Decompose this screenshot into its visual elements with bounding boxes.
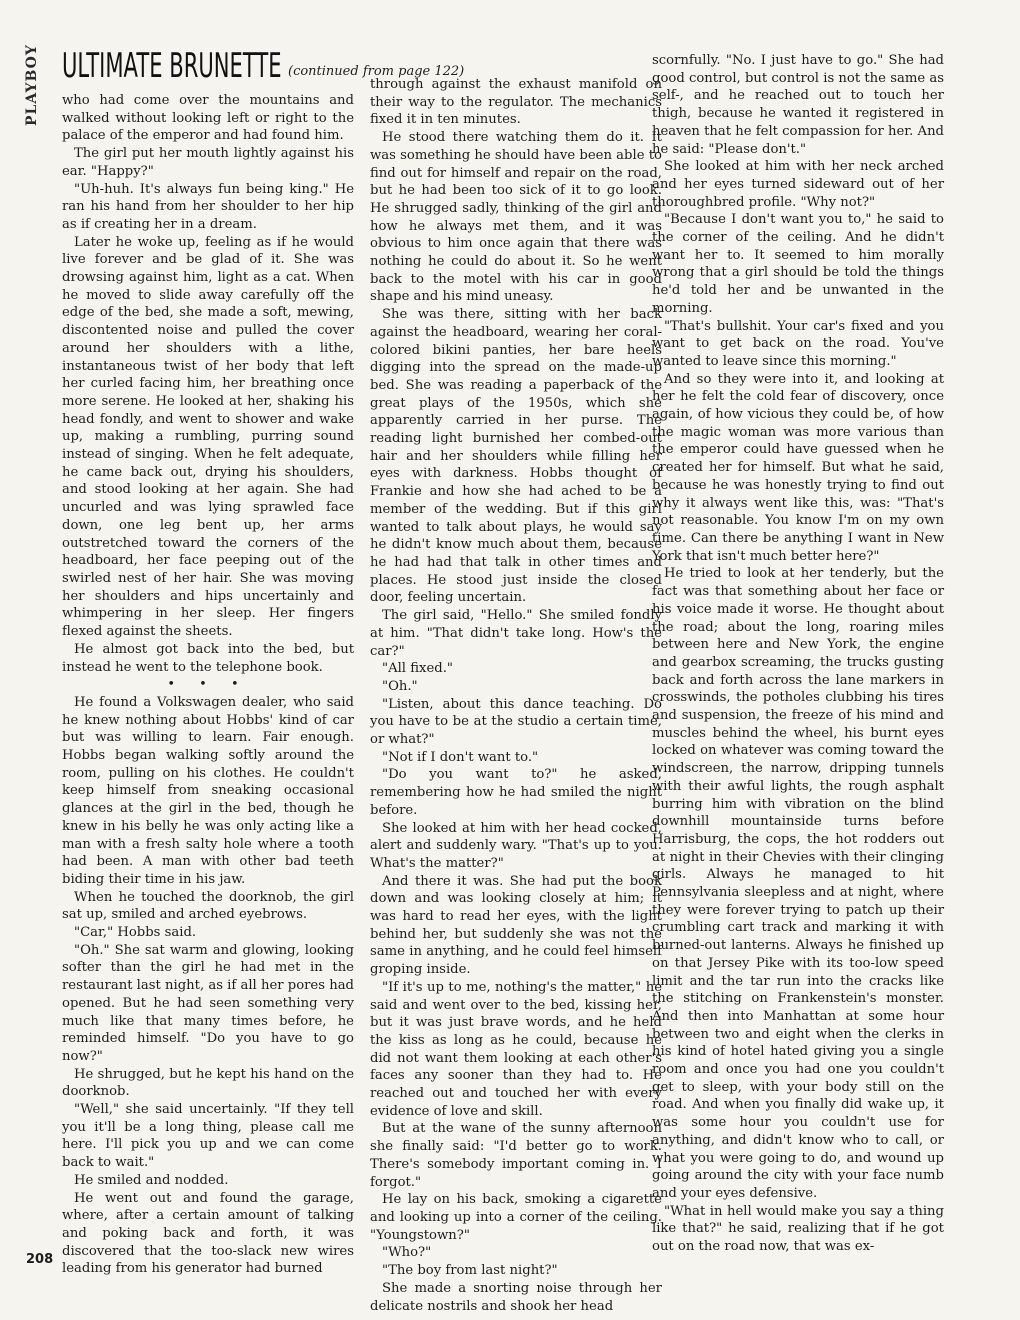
- paragraph: "Well," she said uncertainly. "If they tell you it'll be a long thing, please call me here. I'll pick you up and we can come back to wait.": [62, 1102, 354, 1171]
- paragraph: And there it was. She had put the book down and was looking closely at him; it was hard to read her eyes, with the light behind her, but suddenly she was not the same in anything, and he could feel himself groping inside.: [370, 873, 662, 978]
- paragraph: She looked at him with her neck arched and her eyes turned sideward out of her thoroughbred profile. "Why not?": [652, 159, 944, 210]
- paragraph: But at the wane of the sunny afternoon she finally said: "I'd better go to work. There's somebody important coming in. I forgot.": [370, 1121, 662, 1190]
- paragraph: "Because I don't want you to," he said to the corner of the ceiling. And he didn't want her to. It seemed to him morally wrong that a girl should be told the things he'd told her and be unwanted in the morning.: [652, 212, 944, 316]
- paragraph: When he touched the doorknob, the girl sat up, smiled and arched eyebrows.: [62, 889, 354, 923]
- paragraph: "What in hell would make you say a thing like that?" he said, realizing that if he got out on the road now, that was ex-: [652, 1203, 944, 1255]
- text-column-2: [370, 76, 662, 1314]
- paragraph: "All fixed.": [382, 661, 453, 677]
- paragraph: "Uh-huh. It's always fun being king." He ran his hand from her shoulder to her hip as if creating her in a dream.: [62, 181, 354, 232]
- paragraph: "Who?": [382, 1245, 432, 1261]
- paragraph: She looked at him with her head cocked, alert and suddenly wary. "That's up to you. What's the matter?": [370, 820, 662, 871]
- paragraph: "Not if I don't want to.": [382, 749, 539, 765]
- paragraph: She was there, sitting with her back against the headboard, wearing her coral-colored bikini panties, her bare heels digging into the spread on the made-up bed. She was reading a paperback of the great plays of the 1950s, which she apparently carried in her purse. The reading light burnished her combed-out hair and her shoulders while filling her eyes with darkness. Hobbs thought of Frankie and how she had ached to be a member of the wedding. But if this girl wanted to talk about plays, he would say he didn't know much about them, because he had had that talk in other times and places. He stood just inside the closed door, feeling uncertain.: [370, 307, 662, 606]
- paragraph: "That's bullshit. Your car's fixed and you want to get back on the road. You've wanted to leave since this morning.": [652, 318, 944, 369]
- paragraph: scornfully. "No. I just have to go." She had good control, but control is not the same as self-, and he reached out to touch her thigh, because he wanted it registered in heaven that he felt compassion for her. And he said: "Please don't.": [652, 53, 944, 157]
- paragraph: The girl said, "Hello." She smiled fondly at him. "That didn't take long. How's the car?": [370, 608, 662, 659]
- paragraph: He shrugged, but he kept his hand on the doorknob.: [62, 1066, 354, 1100]
- article-header: [62, 42, 465, 94]
- paragraph: "Car," Hobbs said.: [74, 925, 197, 941]
- text-column-3: [652, 52, 944, 1272]
- paragraph: He went out and found the garage, where, after a certain amount of talking and poking back and forth, it was discovered that the too-slack new wires leading from his generator had burned: [62, 1190, 354, 1277]
- continued-note: (continued from page 122): [288, 64, 465, 79]
- paragraph: She made a snorting noise through her delicate nostrils and shook her head: [370, 1280, 662, 1314]
- paragraph: "Do you want to?" he asked, remembering how he had smiled the night before.: [370, 767, 662, 818]
- page-number: 208: [26, 1252, 54, 1267]
- paragraph: He smiled and nodded.: [74, 1172, 229, 1188]
- paragraph: And so they were into it, and looking at her he felt the cold fear of discovery, once again, of how vicious they could be, of how the magic woman was more various than the emperor could have guessed when he created her for himself. But what he said, because he was honestly trying to find out why it always went like this, was: "That's not reasonable. You know I'm on my own time. Can there be anything I want in New York that isn't much better here?": [652, 371, 944, 564]
- text-column-1: [62, 92, 354, 1277]
- paragraph: "Oh." She sat warm and glowing, looking softer than the girl he had met in the restaurant last night, as if all her pores had opened. But he had seen something very much like that many times before, he reminded himself. "Do you have to go now?": [62, 942, 354, 1064]
- magazine-spine-label: PLAYBOY: [24, 44, 40, 126]
- paragraph: The girl put her mouth lightly against his ear. "Happy?": [62, 146, 354, 179]
- paragraph: who had come over the mountains and walked without looking left or right to the palace of the emperor and had found him.: [62, 93, 354, 144]
- paragraph: He found a Volkswagen dealer, who said he knew nothing about Hobbs' kind of car but was willing to learn. Fair enough. Hobbs began walking softly around the room, pulling on his clothes. He couldn't keep himself from sneaking occasional glances at the girl in the bed, though he knew in his belly he was only acting like a man with a fresh salty hole where a tooth had been. A man with other bad teeth biding their time in his jaw.: [62, 694, 354, 887]
- paragraph: "Listen, about this dance teaching. Do you have to be at the studio a certain time, or what?": [370, 696, 662, 748]
- paragraph: He stood there watching them do it. It was something he should have been able to find out for himself and repair on the road, but he had been too sick of it to go look. He shrugged sadly, thinking of the girl and how he always met them, and it was obvious to him once again that there was nothing he could do about it. So he went back to the motel with his car in good shape and his mind uneasy.: [370, 130, 662, 305]
- paragraph: through against the exhaust manifold on their way to the regulator. The mechanics fixed it in ten minutes.: [370, 77, 662, 128]
- section-break: • • •: [167, 677, 249, 693]
- paragraph: "If it's up to me, nothing's the matter," he said and went over to the bed, kissing her, but it was just brave words, and he held the kiss as long as he could, because he did not want them looking at each other's faces any sooner than they had to. He reached out and touched her with every evidence of love and skill.: [370, 979, 662, 1119]
- paragraph: He almost got back into the bed, but instead he went to the telephone book.: [62, 641, 354, 675]
- paragraph: He tried to look at her tenderly, but the fact was that something about her face or his voice made it worse. He thought about the road; about the long, roaring miles between here and New York, the engine and gearbox screaming, the trucks gusting back and forth across the lane markers in crosswinds, the potholes clubbing his tires and suspension, the freeze of his mind and muscles behind the wheel, his burnt eyes locked on whatever was coming toward the windscreen, the narrow, dripping tunnels with their awful lights, the rough asphalt burring him with vibration on the blind downhill mountainside turns before Harrisburg, the cops, the hot rodders out at night in their Chevies with their clinging girls. Always he managed to hit Pennsylvania sleepless and at night, where they were forever trying to patch up their crumbling cart track and marking it with burned-out lanterns. Always he finished up on that Jersey Pike with its too-low speed limit and the tar run into the cracks like the stitching on Frankenstein's monster. And then into Manhattan at some hour between two and eight when the clerks in his kind of hotel hated giving you a single room and once you had one you couldn't get to sleep, with your body still on the road. And when you finally did wake up, it was some hour you couldn't use for anything, and didn't know who to call, or what you were going to do, and wound up going around the city with your face numb and your eyes defensive.: [652, 566, 944, 1201]
- paragraph: "Oh.": [382, 678, 418, 694]
- paragraph: Later he woke up, feeling as if he would live forever and be glad of it. She was drowsing against him, light as a cat. When he moved to slide away carefully off the edge of the bed, she made a soft, mewing, discontented noise and pulled the cover around her shoulders with a lithe, instantaneous twist of her body that left her curled facing him, her breathing once more serene. He looked at her, shaking his head fondly, and went to shower and wake up, making a rumbling, purring sound instead of singing. When he felt adequate, he came back out, drying his shoulders, and stood looking at her again. She had uncurled and was lying sprawled face down, one leg bent up, her arms outstretched toward the corners of the headboard, her face peeping out of the swirled nest of her hair. She was moving her shoulders and hips uncertainly and whimpering in her sleep. Her fingers flexed against the sheets.: [62, 234, 354, 640]
- article-title: ULTIMATE BRUNETTE: [62, 46, 282, 86]
- paragraph: He lay on his back, smoking a cigarette and looking up into a corner of the ceiling. "Youngstown?": [370, 1192, 662, 1243]
- paragraph: "The boy from last night?": [382, 1263, 558, 1279]
